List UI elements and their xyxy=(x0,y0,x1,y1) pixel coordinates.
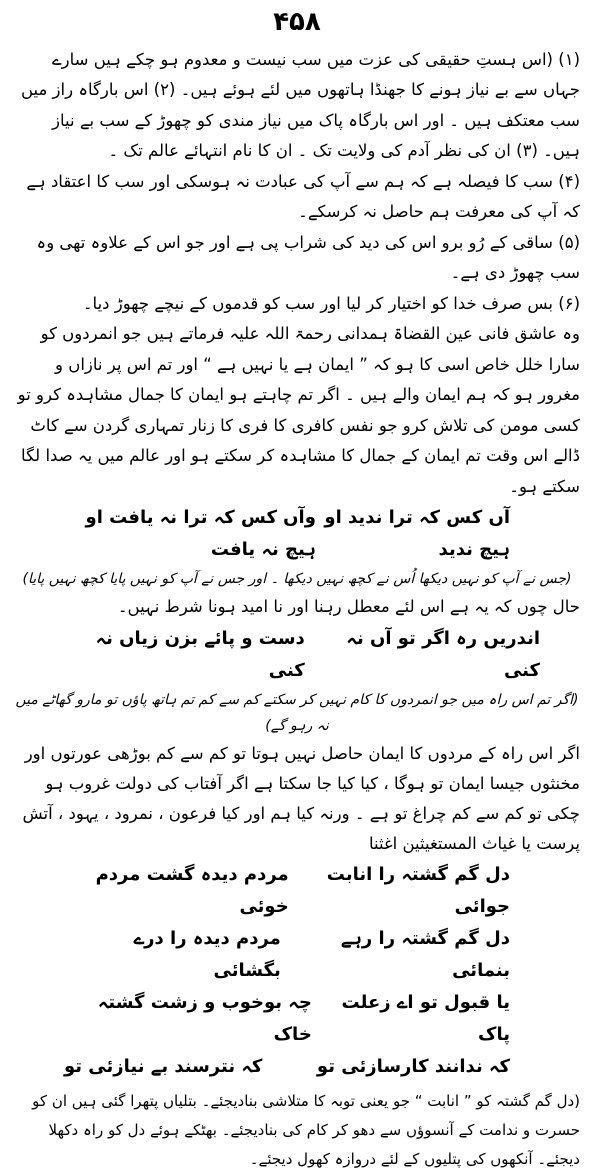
couplet-5-first-hemistich: یا قبول تو اے زعلت پاک xyxy=(341,991,510,1045)
couplet-1-first-hemistich: آں کس کہ ترا ندید او ہیچ ندید xyxy=(324,507,510,561)
couplet-2-translation: (اگر تم اس راہ میں جو انمردوں کا کام نہیں کر سکتے کم سے کم تم ہاتھ پاؤں تو مارو گھاٹے میں نہ رہو گے) xyxy=(15,691,579,734)
couplet-1-second-hemistich: وآں کس کہ ترا نہ یافت او ہیچ نہ یافت xyxy=(85,507,316,561)
paragraph-path-of-men: اگر اس راہ کے مردوں کا ایمان حاصل نہیں ہوتا تو کم سے کم بوڑھی عورتوں اور مخنثوں جیسا ایمان تو ہوگا ، کیا کیا جا سکتا ہے اگر آفتاب کی دولت غروب ہو چکی تو کم سے کم چراغ تو ہے ۔ ورنہ کیا ہم اور کیا فرعون ، نمرود ، یہود ، آتش پرست یا غیاث المستغیثین اغثنا xyxy=(22,743,580,853)
couplet-2-first-hemistich: اندریں رہ اگر تو آں نہ کنی xyxy=(346,627,540,681)
couplet-6-first-hemistich: کہ ندانند کارسازئی تو xyxy=(316,1055,510,1077)
paragraph-condition: حال چوں کہ یہ ہے اس لئے معطل رہنا اور نا امید ہونا شرط نہیں۔ xyxy=(117,597,580,617)
paragraph-item-4: (۴) سب کا فیصلہ ہے کہ ہم سے آپ کی عبادت نہ ہوسکی اور سب کا اعتقاد ہے کہ آپ کی معرفت ہم حاصل نہ کرسکے۔ xyxy=(26,171,580,222)
couplet-2-second-hemistich: دست و پائے بزن زیاں نہ کنی xyxy=(95,627,305,681)
persian-couplet-3 xyxy=(14,859,580,923)
couplet-3-first-hemistich: دل گم گشتہ را انابت جوائی xyxy=(326,863,510,917)
persian-couplet-5 xyxy=(14,987,580,1051)
paragraph-item-1: (۱) (اس ہستِ حقیقی کی عزت میں سب نیست و معدوم ہو چکے ہیں سارے جہاں سے بے نیاز ہونے کا جھنڈا ہاتھوں میں لئے ہوئے ہیں۔ (۲) اس بارگاہ راز میں سب معتکف ہیں ۔ اور اس بارگاہ پاک میں نیاز مندی کو چھوڑ کے سب بے نیاز ہیں۔ (۳) ان کی نظر آدم کی ولایت تک ۔ ان کا نام انتہائے عالم تک ۔ xyxy=(20,49,580,161)
persian-couplet-1 xyxy=(14,502,580,566)
persian-couplet-2 xyxy=(14,623,580,687)
paragraph-item-5: (۵) ساقی کے رُو برو اس کی دید کی شراب پی ہے اور جو اس کے علاوہ تھی وہ سب چھوڑ دی ہے۔ xyxy=(36,232,580,283)
persian-couplet-4 xyxy=(14,923,580,987)
couplet-6-second-hemistich: کہ نترسند بے نیازئی تو xyxy=(64,1055,263,1077)
page-number: ۴۵۸ xyxy=(273,7,321,37)
couplet-4-first-hemistich: دل گم گشتہ را رہے بنمائی xyxy=(340,927,510,981)
couplet-1-translation: (جس نے آپ کو نہیں دیکھا اُس نے کچھ نہیں دیکھا ۔ اور جس نے آپ کو نہیں پایا کچھ نہیں پایا) xyxy=(22,571,572,588)
couplet-4-second-hemistich: مردم دیدہ را درے بگشائی xyxy=(133,927,281,981)
closing-translation: (دل گم گشتہ کو ” انابت “ جو یعنی توبہ کا متلاشی بنادیجئے۔ بتلیاں پتھرا گئی ہیں ان کو حسرت و ندامت کے آنسوؤں سے دھو کر کام کی بنادیجئے۔ بھٹکے ہوئے دل کو راہ دکھلا دیجئے۔ آنکھوں کی پتلیوں کے لئے دروازہ کھول دیجئے۔ xyxy=(32,1091,580,1168)
persian-couplet-6 xyxy=(14,1051,580,1083)
couplet-3-second-hemistich: مردم دیدہ گشت مردم خوئی xyxy=(95,863,289,917)
couplet-5-second-hemistich: چہ بوخوب و زشت گشتہ خاک xyxy=(97,991,312,1045)
paragraph-quote-ain-ul-quzzat: وہ عاشق فانی عین القضاۃ ہمدانی رحمۃ اللہ علیہ فرماتے ہیں جو انمردوں کو سارا خلل خاص اسی کا ہو کہ ” ایمان ہے یا نہیں ہے “ اور تم اس پر نازاں و مغرور ہو کہ ہم ایمان والے ہیں ۔ اگر تم چاہتے ہو ایمان کا جمال مشاہدہ کرو تو کسی مومن کی تلاش کرو جو نفس کافری کا فری کا زنار تمہاری گردن سے کاٹ ڈالے اس وقت تم ایمان کے جمال کا مشاہدہ کر سکتے ہو اور عالم میں یہ صدا لگا سکتے ہو۔ xyxy=(17,324,580,496)
paragraph-item-6: (۶) بس صرف خدا کو اختیار کر لیا اور سب کو قدموں کے نیچے چھوڑ دیا۔ xyxy=(82,293,580,313)
